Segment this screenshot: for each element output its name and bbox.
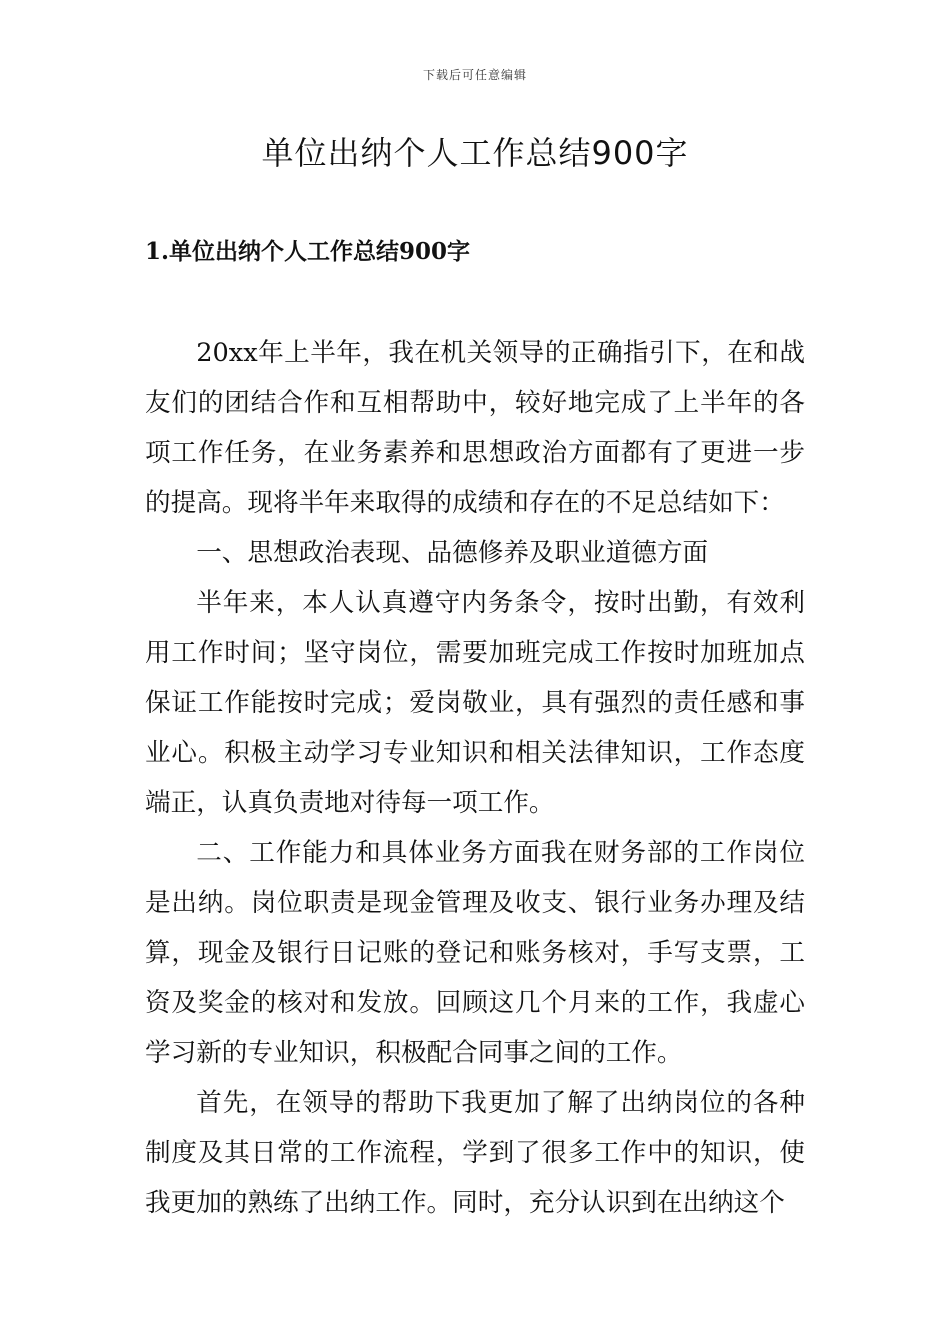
paragraph: 半年来，本人认真遵守内务条令，按时出勤，有效利用工作时间；坚守岗位，需要加班完成工作按时加班加点保证工作能按时完成；爱岗敬业，具有强烈的责任感和事业心。积极主动学习专业知识和相关法律知识，工作态度端正，认真负责地对待每一项工作。 [145,588,805,818]
document-title: 单位出纳个人工作总结900字 [261,134,689,172]
header-note: 下载后可任意编辑 [422,68,527,82]
section-heading: 1.单位出纳个人工作总结900字 [145,238,471,265]
paragraph: 一、思想政治表现、品德修养及职业道德方面 [196,538,709,568]
paragraph: 首先，在领导的帮助下我更加了解了出纳岗位的各种制度及其日常的工作流程，学到了很多工作中的知识，使我更加的熟练了出纳工作。同时，充分认识到在出纳这个 [145,1088,805,1218]
document-body [145,328,805,1228]
paragraph: 二、工作能力和具体业务方面我在财务部的工作岗位是出纳。岗位职责是现金管理及收支、银行业务办理及结算，现金及银行日记账的登记和账务核对，手写支票，工资及奖金的核对和发放。回顾这几个月来的工作，我虚心学习新的专业知识，积极配合同事之间的工作。 [145,838,805,1068]
paragraph: 20xx年上半年，我在机关领导的正确指引下，在和战友们的团结合作和互相帮助中，较好地完成了上半年的各项工作任务，在业务素养和思想政治方面都有了更进一步的提高。现将半年来取得的成绩和存在的不足总结如下： [145,338,805,518]
